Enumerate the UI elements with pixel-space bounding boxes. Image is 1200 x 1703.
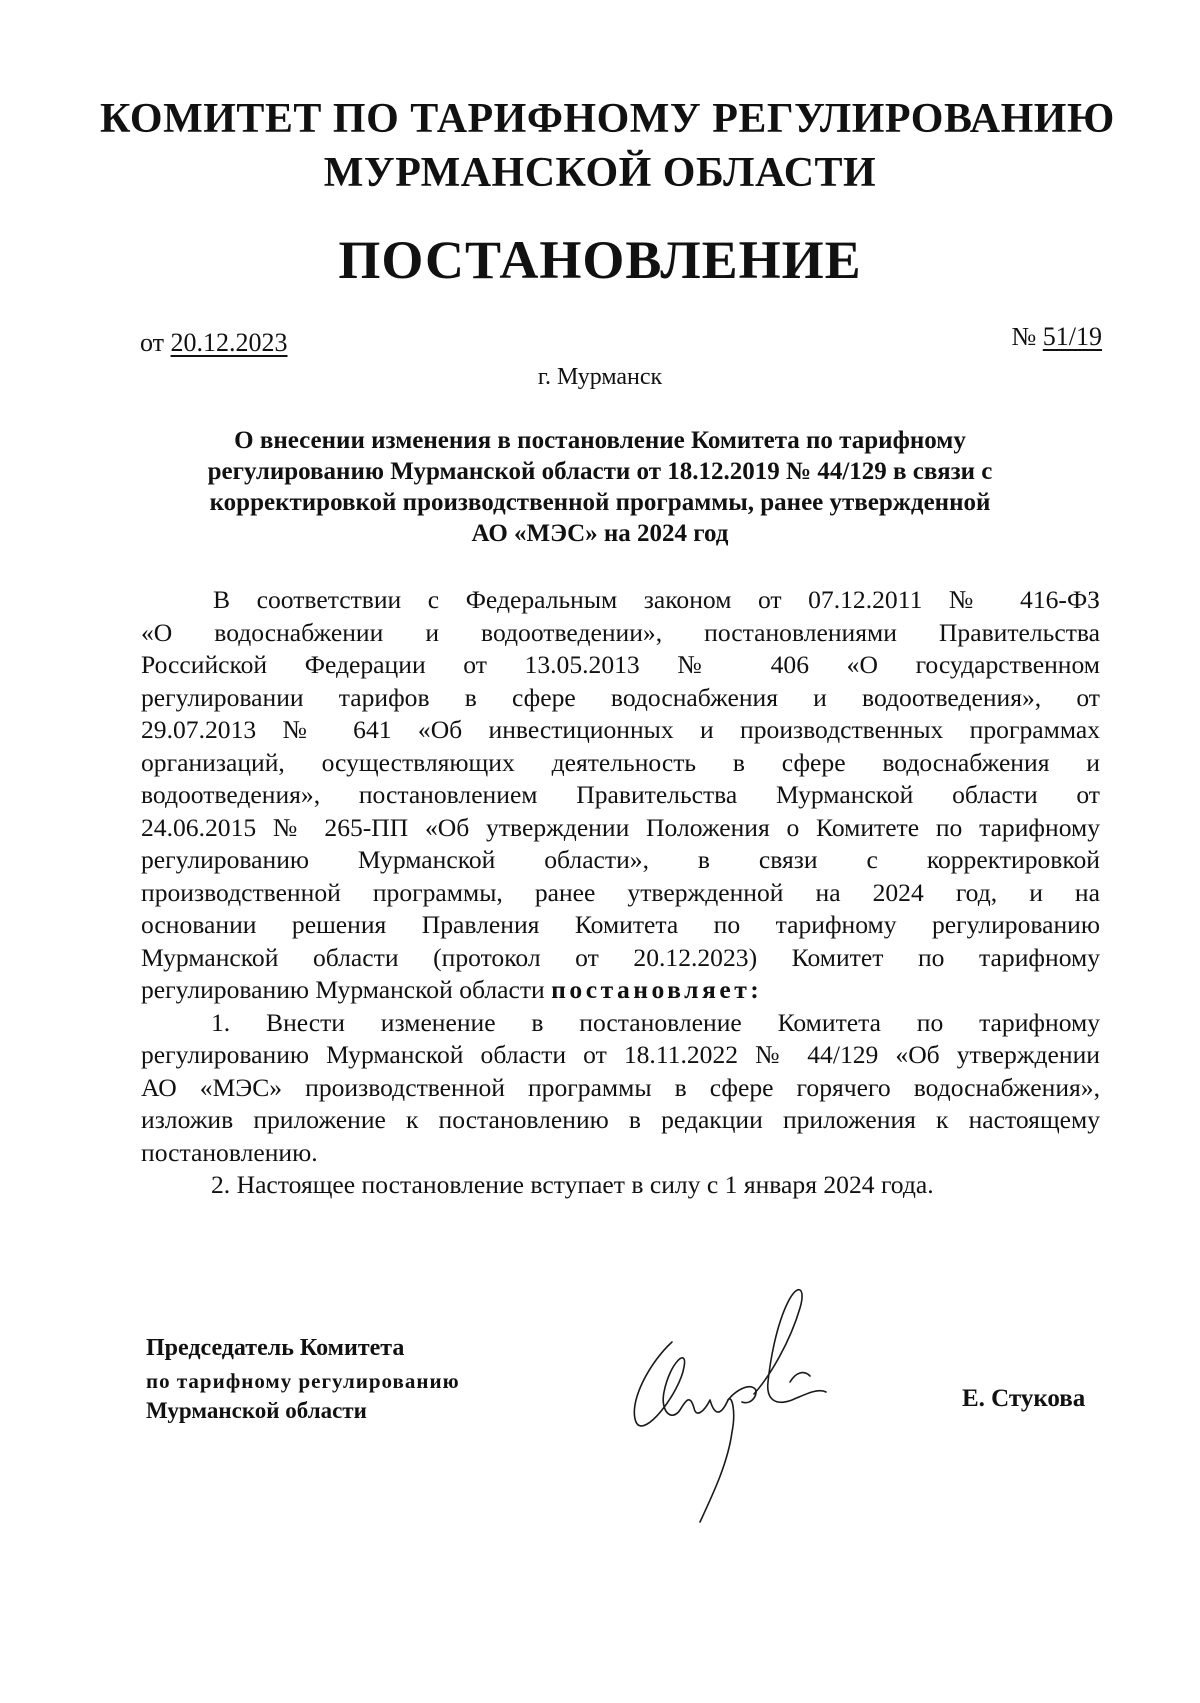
preamble-paragraph: [141, 584, 1100, 1007]
number-prefix: №: [1011, 322, 1037, 351]
body-line: [141, 974, 1100, 1007]
handwritten-signature: [620, 1272, 850, 1532]
body-line: 1. Внести изменение в постановление Комитета по тарифному: [211, 1007, 1100, 1037]
preamble-last-text: регулированию Мурманской области: [141, 975, 545, 1004]
body-line: АО «МЭС» производственной программы в сфере горячего водоснабжения»,: [141, 1072, 1100, 1102]
subject-line: О внесении изменения в постановление Комитета по тарифному: [234, 427, 966, 454]
body-line: 24.06.2015 № 265-ПП «Об утверждении Положения о Комитете по тарифному: [141, 812, 1100, 842]
body-line: В соответствии с Федеральным законом от 07.12.2011 № 416-ФЗ: [213, 585, 1100, 614]
place-of-issue: г. Мурманск: [537, 364, 663, 390]
body-line: изложив приложение к постановлению в редакции приложения к настоящему: [141, 1105, 1100, 1134]
decree-word: постановляет:: [551, 975, 763, 1004]
body-line: регулированию Мурманской области», в связи с корректировкой: [141, 845, 1100, 874]
document-body: [141, 584, 1100, 1202]
number-value: 51/19: [1042, 322, 1102, 351]
body-line: организаций, осуществляющих деятельность в сфере водоснабжения и: [141, 747, 1100, 777]
body-line: регулированию Мурманской области от 18.11.2022 № 44/129 «Об утверждении: [141, 1040, 1100, 1069]
document-number: [1011, 322, 1102, 352]
body-line: регулировании тарифов в сфере водоснабжения и водоотведения», от: [141, 682, 1100, 712]
authority-line-2: МУРМАНСКОЙ ОБЛАСТИ: [323, 150, 877, 196]
signatory-title-line-1: Председатель Комитета: [146, 1335, 405, 1361]
body-line: производственной программы, ранее утвержденной на 2024 год, и на: [141, 877, 1100, 907]
decision-item-1: [141, 1007, 1100, 1170]
signatory-name: Е. Стукова: [962, 1385, 1086, 1412]
decision-item-2: [141, 1169, 1100, 1202]
subject-line: АО «МЭС» на 2024 год: [471, 520, 729, 547]
subject-line: регулированию Мурманской области от 18.12.2019 № 44/129 в связи с: [207, 458, 993, 485]
body-line: постановлению.: [141, 1137, 318, 1167]
authority-line-1: КОМИТЕТ ПО ТАРИФНОМУ РЕГУЛИРОВАНИЮ: [100, 96, 1115, 142]
body-line: 2. Настоящее постановление вступает в силу с 1 января 2024 года.: [211, 1170, 934, 1199]
body-line: основании решения Правления Комитета по тарифному регулированию: [141, 910, 1100, 939]
body-line: 29.07.2013 № 641 «Об инвестиционных и производственных программах: [141, 715, 1100, 744]
body-line: Мурманской области (протокол от 20.12.2023) Комитет по тарифному: [141, 942, 1100, 972]
signatory-title-line-3: Мурманской области: [146, 1398, 367, 1423]
subject-line: корректировкой производственной программы, ранее утвержденной: [209, 489, 991, 516]
issuing-authority: [100, 92, 1115, 200]
date-prefix: от: [140, 328, 165, 357]
body-line: «О водоснабжении и водоотведении», постановлениями Правительства: [141, 617, 1100, 647]
body-line: Российской Федерации от 13.05.2013 № 406 «О государственном: [141, 650, 1100, 679]
signatory-title: [146, 1330, 460, 1426]
document-type-title: ПОСТАНОВЛЕНИЕ: [338, 230, 862, 290]
signatory-title-line-2: по тарифному регулированию: [146, 1369, 460, 1393]
document-date: [140, 328, 288, 358]
body-line: водоотведения», постановлением Правительства Мурманской области от: [141, 780, 1100, 809]
date-value: 20.12.2023: [170, 328, 288, 357]
document-subject: [150, 425, 1050, 549]
